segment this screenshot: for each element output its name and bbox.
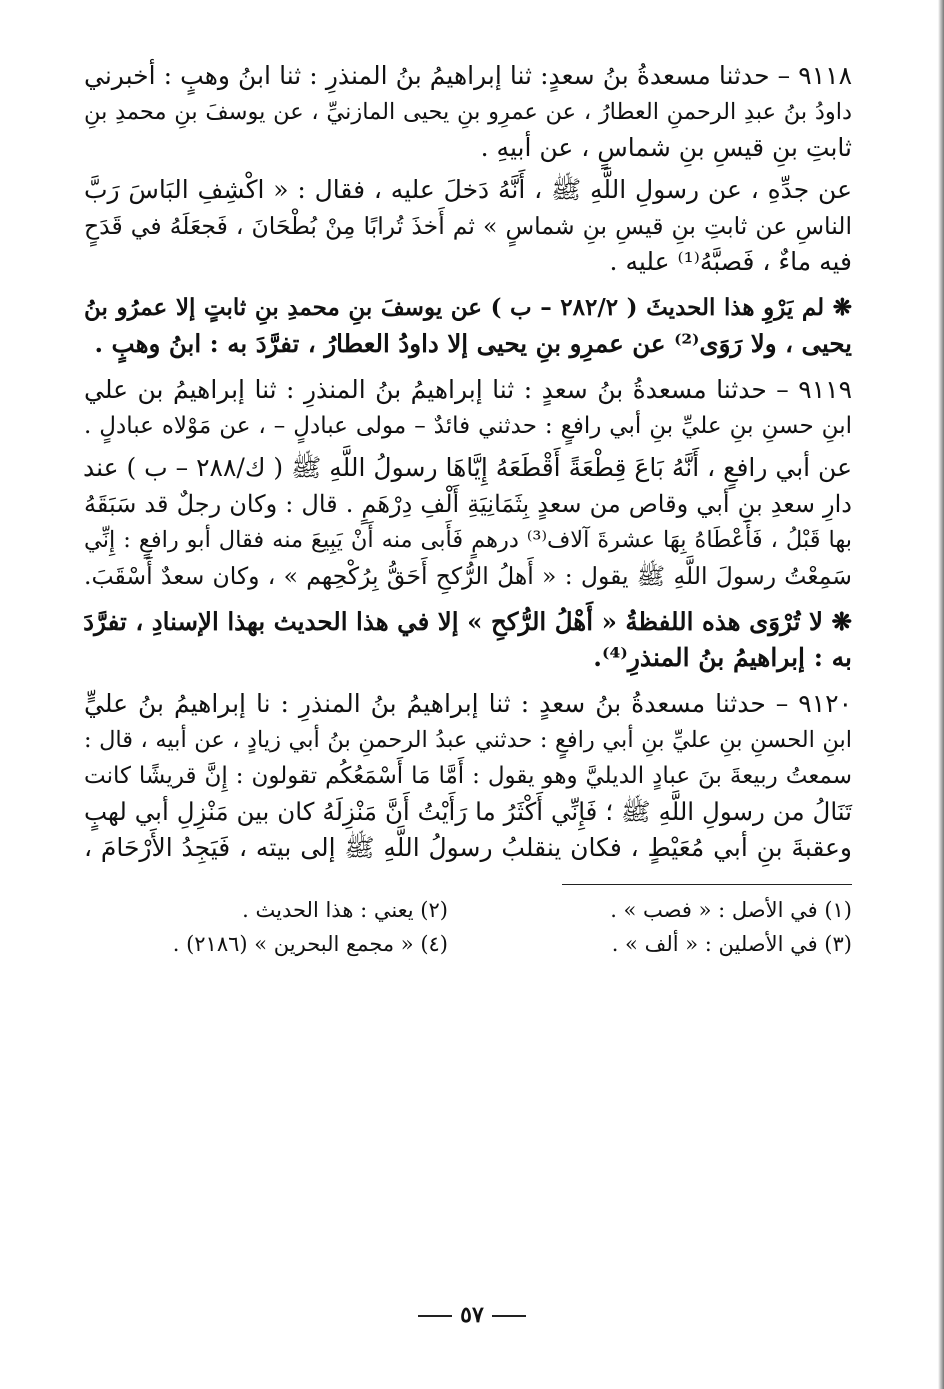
note-line: ❋ لا تُرْوَى هذه اللفظةُ « أَهْلُ الرُّكحِ » إلا في هذا الحديث بهذا الإسنادِ ، تفرَّدَ <box>83 607 852 636</box>
footnote-1: (١) في الأصل : « فصب » . <box>610 898 852 922</box>
page-number-text: ٥٧ <box>460 1302 484 1328</box>
hadith-line: ابنِ حسنِ بنِ عليِّ بنِ أبي رافعٍ : حدثني فائدٌ – مولى عبادلٍ – ، عن مَوْلاه عبادلٍ . <box>84 413 852 439</box>
hadith-line: عن أبي رافعٍ ، أَنَّهُ بَاعَ قِطْعَةً أَقْطَعَهُ إِيَّاهَا رسولُ اللَّهِ ﷺ ( ك/٢٨٨ – ب ) عند <box>82 453 852 482</box>
hadith-line: داودُ بنُ عبدِ الرحمنِ العطارُ ، عن عمرِو بنِ يحيى المازنيِّ ، عن يوسفَ بنِ محمدِ بنِ <box>84 99 852 125</box>
page-number <box>0 1302 944 1328</box>
hadith-line: ابنِ الحسنِ بنِ عليِّ بنِ أبي رافعٍ : حدثني عبدُ الرحمنِ بنُ أبي زيادٍ ، عن أبيه ، قال : <box>84 727 852 753</box>
hadith-line: تَنَالُ من رسولِ اللَّهِ ﷺ ؛ فَإِنِّي أَكْثَرُ ما رَأَيْتُ أَنَّ مَنْزِلَهُ كان بين مَنْزِلِ أبي لهبٍ <box>84 797 852 826</box>
hadith-line: بها قَبْلُ ، فَأَعْطَاهُ بِهَا عشرةَ آلاف⁽³⁾ درهمٍ فَأَبى منه أَنْ يَبِيعَ منه فقال أبو رافعٍ : إِنِّي <box>84 527 853 553</box>
footnote-2: (٢) يعني : هذا الحديث . <box>242 898 448 922</box>
hadith-line: دارِ سعدِ بنِ أبي وقاص من سعدٍ بِثَمَانِيَةِ أَلْفِ دِرْهَمٍ . قال : وكان رجلٌ قد سَبَقَهُ <box>84 490 852 518</box>
hadith-9120-matn <box>84 758 852 866</box>
hadith-line: ٩١١٨ – حدثنا مسعدةُ بنُ سعدٍ: ثنا إبراهيمُ بنُ المنذرِ : ثنا ابنُ وهبٍ : أخبرني <box>84 61 852 90</box>
hadith-9118-note <box>84 290 852 362</box>
note-line: به : إبراهيمُ بنُ المنذرِ⁽⁴⁾. <box>593 643 852 672</box>
hadith-line: عن جدِّهِ ، عن رسولِ اللَّهِ ﷺ ، أَنَّهُ دَخلَ عليه ، فقال : « اكْشِفِ البَاسَ رَبَّ <box>84 175 852 204</box>
hadith-9119-matn <box>84 450 852 594</box>
hadith-9120-isnad <box>84 686 852 758</box>
hadith-line: ٩١٢٠ – حدثنا مسعدةُ بنُ سعدٍ : ثنا إبراهيمُ بنُ المنذرِ : نا إبراهيمُ بنُ عليٍّ <box>84 689 852 718</box>
footnote-4: (٤) « مجمع البحرين » (٢١٨٦) . <box>172 932 448 956</box>
hadith-9119-note <box>84 604 852 676</box>
footnote-rule <box>562 884 852 885</box>
hadith-9118-isnad <box>84 58 852 166</box>
hadith-9118-matn <box>84 172 852 280</box>
note-line: يحيى ، ولا رَوَى⁽²⁾ عن عمرِو بنِ يحيى إلا داودُ العطارُ ، تفرَّدَ به : ابنُ وهبٍ . <box>94 329 852 358</box>
hadith-line: سمعتُ ربيعةَ بنَ عبادٍ الديليَّ وهو يقول : أَمَّا مَا أَسْمَعُكُم تقولون : إِنَّ قريشًا كانت <box>84 763 852 789</box>
scan-edge <box>938 0 944 1389</box>
footnotes <box>84 895 852 959</box>
hadith-line: الناسِ عن ثابتِ بنِ قيسِ بنِ شماسٍ » ثم أَخذَ تُرابًا مِنْ بُطْحَانَ ، فَجعَلَهُ في قَدَحٍ <box>84 212 852 240</box>
footnote-3: (٣) في الأصلين : « ألف » . <box>611 932 852 956</box>
hadith-line: وعقبةَ بنِ أبي مُعَيْطٍ ، فكان ينقلبُ رسولُ اللَّهِ ﷺ إلى بيته ، فَيَجِدُ الأَرْحَامَ ، <box>84 833 852 862</box>
hadith-9119-isnad <box>84 372 852 444</box>
hadith-line: فيه ماءٌ ، فَصبَّهُ⁽¹⁾ عليه . <box>609 247 852 276</box>
hadith-line: ثابتِ بنِ قيسِ بنِ شماسٍ ، عن أبيهِ . <box>480 133 852 162</box>
note-line: ❋ لم يَرْوِ هذا الحديثَ ( ٢٨٢/٢ – ب ) عن يوسفَ بنِ محمدِ بنِ ثابتٍ إلا عمرُو بنُ <box>84 294 853 321</box>
hadith-line: سَمِعْتُ رسولَ اللَّهِ ﷺ يقول : « أَهلُ الرُّكحِ أَحَقُّ بِرُكْحِهم » ، وكان سعدٌ أَسْقَبَ. <box>84 562 852 590</box>
hadith-line: ٩١١٩ – حدثنا مسعدةُ بنُ سعدٍ : ثنا إبراهيمُ بنُ المنذرِ : ثنا إبراهيمُ بن علي <box>84 375 852 404</box>
